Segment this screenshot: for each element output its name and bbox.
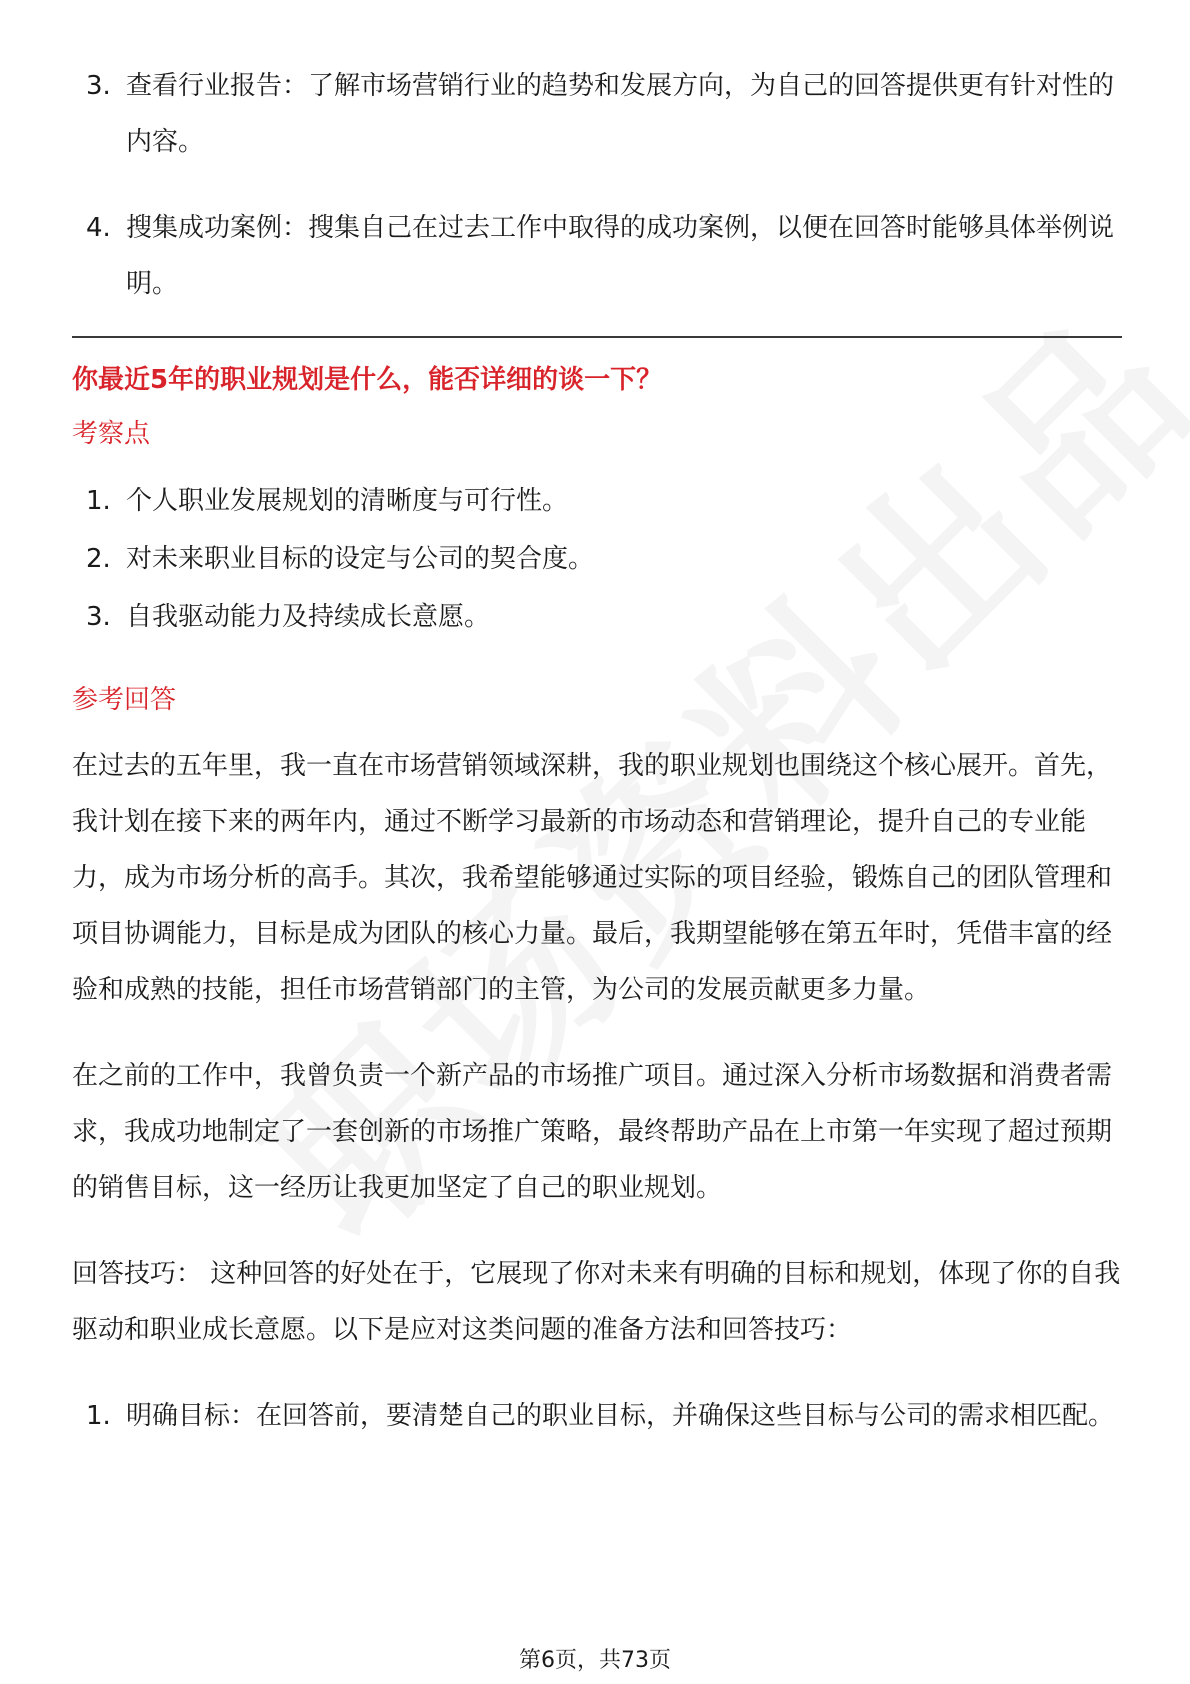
answer-paragraph: 在过去的五年里，我一直在市场营销领域深耕，我的职业规划也围绕这个核心展开。首先，我计划在接下来的两年内，通过不断学习最新的市场动态和营销理论，提升自己的专业能力，成为市场分析的高手。其次，我希望能够通过实际的项目经验，锻炼自己的团队管理和项目协调能力，目标是成为团队的核心力量。最后，我期望能够在第五年时，凭借丰富的经验和成熟的技能，担任市场营销部门的主管，为公司的发展贡献更多力量。 — [72, 751, 1113, 1005]
list-number: 1. — [86, 486, 111, 516]
list-number: 3. — [86, 71, 111, 101]
tips-paragraph: 回答技巧： 这种回答的好处在于，它展现了你对未来有明确的目标和规划，体现了你的自我驱动和职业成长意愿。以下是应对这类问题的准备方法和回答技巧： — [72, 1259, 1121, 1345]
examine-heading: 考察点 — [72, 419, 151, 449]
examine-list — [72, 472, 1122, 646]
list-item — [72, 1388, 1122, 1444]
list-text: 搜集成功案例：搜集自己在过去工作中取得的成功案例，以便在回答时能够具体举例说明。 — [126, 213, 1115, 299]
answer-paragraph: 在之前的工作中，我曾负责一个新产品的市场推广项目。通过深入分析市场数据和消费者需求，我成功地制定了一套创新的市场推广策略，最终帮助产品在上市第一年实现了超过预期的销售目标，这一经历让我更加坚定了自己的职业规划。 — [72, 1061, 1113, 1203]
section-divider — [72, 336, 1122, 338]
list-item — [72, 472, 1122, 530]
list-text: 对未来职业目标的设定与公司的契合度。 — [126, 544, 595, 574]
list-item — [72, 200, 1122, 312]
page-footer: 第6页，共73页 — [519, 1648, 671, 1673]
list-text: 查看行业报告：了解市场营销行业的趋势和发展方向，为自己的回答提供更有针对性的内容。 — [126, 71, 1115, 157]
page-content — [72, 58, 1122, 1444]
list-number: 2. — [86, 544, 111, 574]
list-text: 明确目标：在回答前，要清楚自己的职业目标，并确保这些目标与公司的需求相匹配。 — [126, 1401, 1115, 1431]
answer-heading: 参考回答 — [72, 685, 177, 715]
list-text: 自我驱动能力及持续成长意愿。 — [126, 602, 491, 632]
list-number: 3. — [86, 602, 111, 632]
list-number: 4. — [86, 213, 111, 243]
list-item — [72, 58, 1122, 170]
list-item — [72, 588, 1122, 646]
list-item — [72, 530, 1122, 588]
list-number: 1. — [86, 1401, 111, 1431]
list-text: 个人职业发展规划的清晰度与可行性。 — [126, 486, 569, 516]
question-title: 你最近5年的职业规划是什么，能否详细的谈一下？ — [72, 365, 663, 395]
